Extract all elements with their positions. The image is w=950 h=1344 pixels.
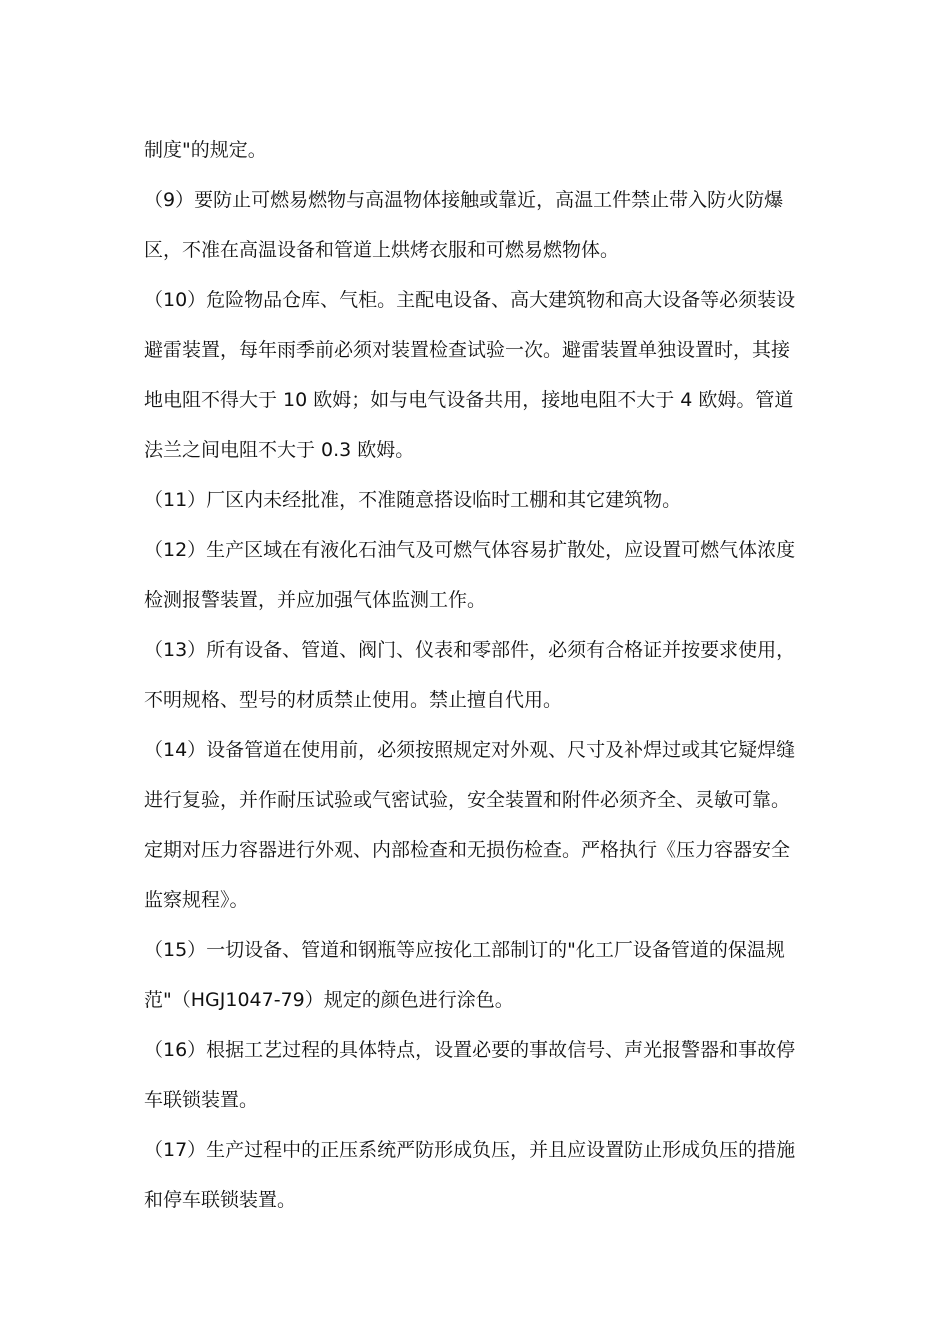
text-line: 区，不准在高温设备和管道上烘烤衣服和可燃易燃物体。 xyxy=(144,239,620,261)
text-line: 和停车联锁装置。 xyxy=(144,1189,297,1211)
text-line: （15）一切设备、管道和钢瓶等应按化工部制订的"化工厂设备管道的保温规 xyxy=(144,939,785,961)
text-line: 检测报警装置，并应加强气体监测工作。 xyxy=(144,589,487,611)
text-line: （11）厂区内未经批准，不准随意搭设临时工棚和其它建筑物。 xyxy=(144,489,682,511)
text-line: （9）要防止可燃易燃物与高温物体接触或靠近，高温工件禁止带入防火防爆 xyxy=(144,189,784,211)
text-line: （12）生产区域在有液化石油气及可燃气体容易扩散处，应设置可燃气体浓度 xyxy=(144,539,796,561)
text-line: 避雷装置，每年雨季前必须对装置检查试验一次。避雷装置单独设置时，其接 xyxy=(144,339,791,361)
text-line: 地电阻不得大于 10 欧姆；如与电气设备共用，接地电阻不大于 4 欧姆。管道 xyxy=(144,389,794,411)
text-line: 范"（HGJ1047-79）规定的颜色进行涂色。 xyxy=(144,989,514,1011)
text-line: 制度"的规定。 xyxy=(144,139,267,161)
text-line: （10）危险物品仓库、气柜。主配电设备、高大建筑物和高大设备等必须装设 xyxy=(144,289,796,311)
text-line: 不明规格、型号的材质禁止使用。禁止擅自代用。 xyxy=(144,689,563,711)
text-line: （14）设备管道在使用前，必须按照规定对外观、尺寸及补焊过或其它疑焊缝 xyxy=(144,739,796,761)
text-line: （17）生产过程中的正压系统严防形成负压，并且应设置防止形成负压的措施 xyxy=(144,1139,796,1161)
text-line: 进行复验，并作耐压试验或气密试验，安全装置和附件必须齐全、灵敏可靠。 xyxy=(144,789,791,811)
text-line: 车联锁装置。 xyxy=(144,1089,259,1111)
text-line: 法兰之间电阻不大于 0.3 欧姆。 xyxy=(144,439,415,461)
text-line: （16）根据工艺过程的具体特点，设置必要的事故信号、声光报警器和事故停 xyxy=(144,1039,796,1061)
text-line: （13）所有设备、管道、阀门、仪表和零部件，必须有合格证并按要求使用， xyxy=(144,639,796,661)
text-line: 定期对压力容器进行外观、内部检查和无损伤检查。严格执行《压力容器安全 xyxy=(144,839,791,861)
text-line: 监察规程》。 xyxy=(144,889,249,911)
